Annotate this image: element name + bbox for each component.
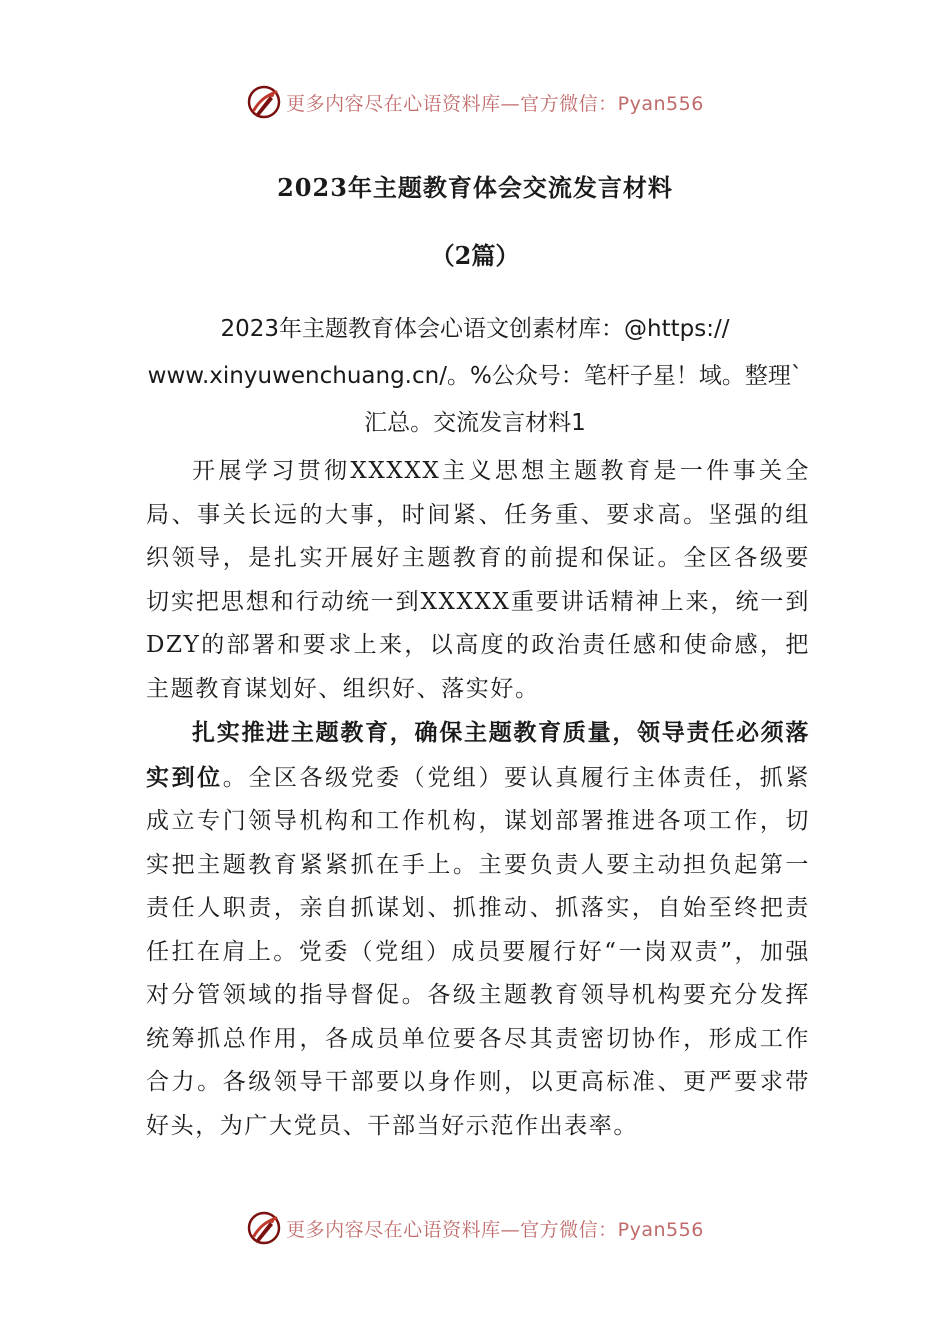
- paragraph-1-block: [146, 450, 810, 711]
- meta-line-1: 2023年主题教育体会心语文创素材库：@https://: [220, 316, 730, 342]
- meta-block: [140, 306, 810, 447]
- footer-banner: [0, 1208, 950, 1248]
- document-title: 2023年主题教育体会交流发言材料: [277, 173, 673, 202]
- document-subtitle: （2篇）: [430, 241, 520, 270]
- pen-logo-icon: [246, 1210, 282, 1246]
- header-banner-text: 更多内容尽在心语资料库—官方微信：Pyan556: [286, 92, 704, 115]
- paragraph-2-block: [146, 711, 810, 1148]
- paragraph-2: [146, 711, 810, 1148]
- meta-line-2: www.xinyuwenchuang.cn/。%公众号：笔杆子星！域。整理`: [147, 363, 803, 389]
- paragraph-2-text: 。全区各级党委（党组）要认真履行主体责任，抓紧成立专门领导机构和工作机构，谋划部署推进各项工作，切实把主题教育紧紧抓在手上。主要负责人要主动担负起第一责任人职责，亲自抓谋划、抓推动、抓落实，自始至终把责任扛在肩上。党委（党组）成员要履行好“一岗双责”，加强对分管领域的指导督促。各级主题教育领导机构要充分发挥统筹抓总作用，各成员单位要各尽其责密切协作，形成工作合力。各级领导干部要以身作则，以更高标准、更严要求带好头，为广大党员、干部当好示范作出表率。: [146, 764, 810, 1139]
- header-wechat-id: Pyan556: [617, 92, 704, 115]
- paragraph-1: 开展学习贯彻XXXXX主义思想主题教育是一件事关全局、事关长远的大事，时间紧、任务重、要求高。坚强的组织领导，是扎实开展好主题教育的前提和保证。全区各级要切实把思想和行动统一到XXXXX重要讲话精神上来，统一到DZY的部署和要求上来，以高度的政治责任感和使命感，把主题教育谋划好、组织好、落实好。: [146, 458, 810, 702]
- footer-banner-text: 更多内容尽在心语资料库—官方微信：Pyan556: [286, 1218, 704, 1241]
- pen-logo-icon: [246, 84, 282, 120]
- paragraph-2-heading: 扎实推进主题教育，确保主题教育质量，领导责任必须落实到位: [146, 719, 810, 791]
- header-banner: [0, 82, 950, 122]
- footer-wechat-id: Pyan556: [617, 1218, 704, 1241]
- meta-line-3: 汇总。交流发言材料1: [364, 410, 586, 436]
